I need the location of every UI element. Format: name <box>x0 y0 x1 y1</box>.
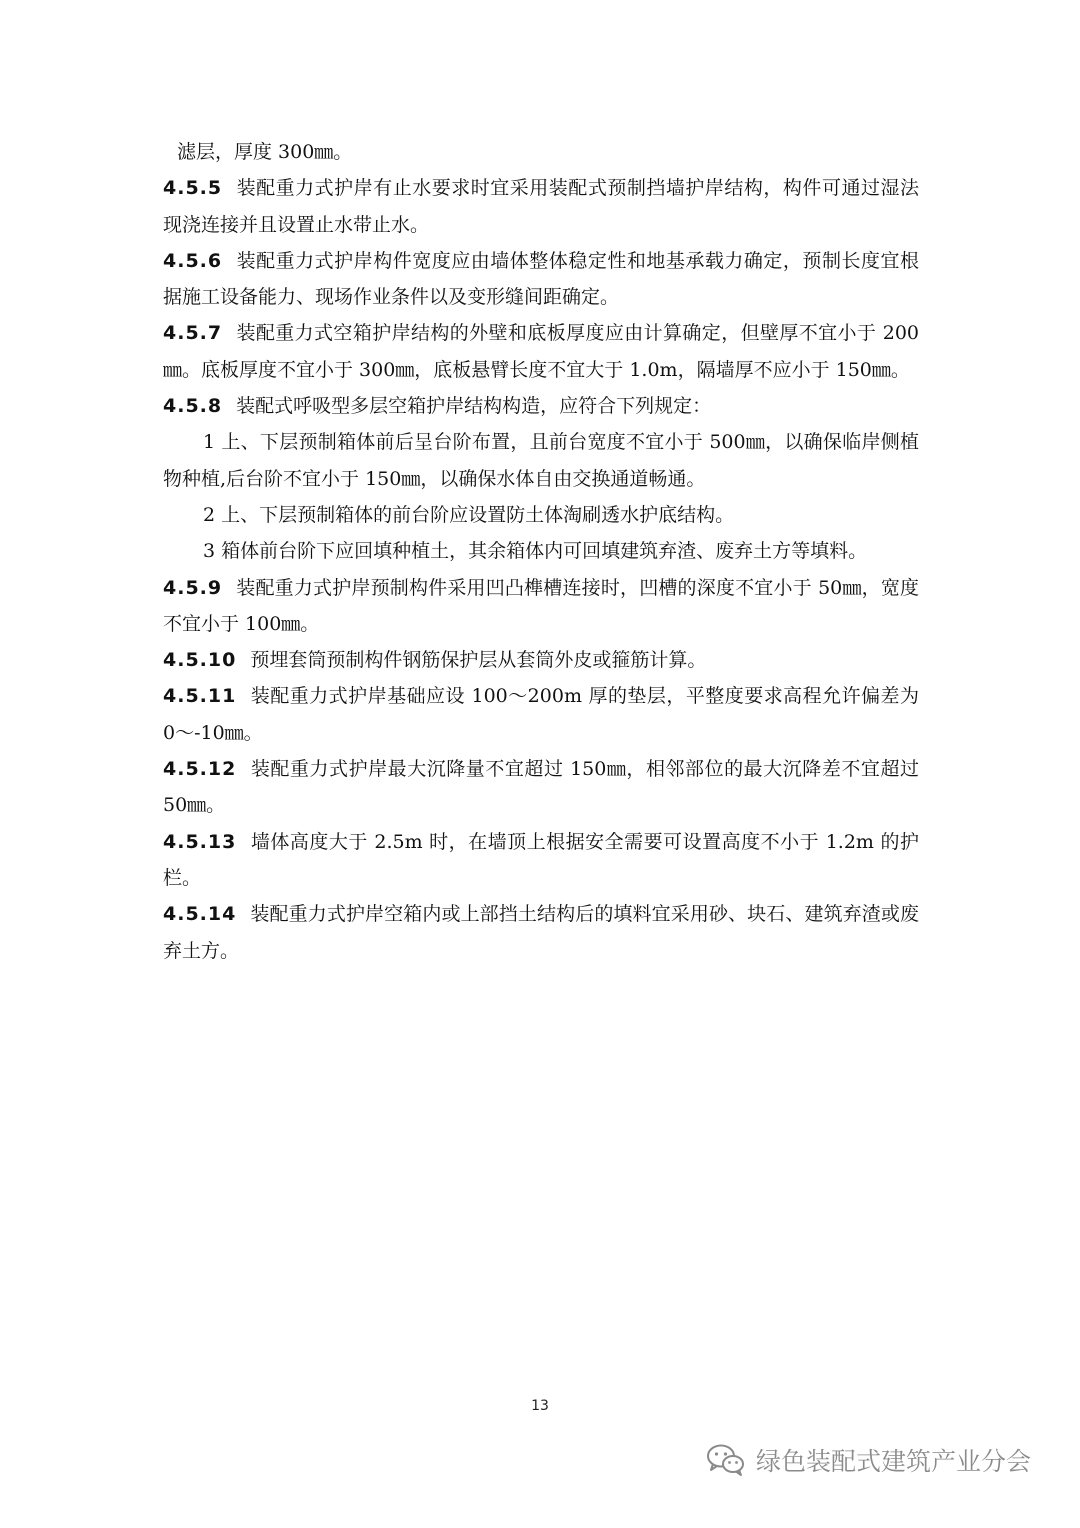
watermark-text: 绿色装配式建筑产业分会 <box>756 1447 1032 1476</box>
clause-4-5-8 <box>163 388 919 424</box>
clause-number: 4.5.10 <box>163 649 237 672</box>
clause-number: 4.5.11 <box>163 685 237 708</box>
clause-text: 装配式呼吸型多层空箱护岸结构构造，应符合下列规定： <box>236 395 712 418</box>
clause-number: 4.5.12 <box>163 758 237 781</box>
clause-text: 装配重力式空箱护岸结构的外壁和底板厚度应由计算确定，但壁厚不宜小于 200㎜。底板厚度不宜小于 300㎜，底板悬臂长度不宜大于 1.0m，隔墙厚不应小于 150㎜。 <box>163 322 919 381</box>
clause-text: 装配重力式护岸预制构件采用凹凸榫槽连接时，凹槽的深度不宜小于 50㎜，宽度不宜小于 100㎜。 <box>163 576 919 635</box>
clause-4-5-13 <box>163 824 919 897</box>
clause-4-5-8-item-3: 3 箱体前台阶下应回填种植土，其余箱体内可回填建筑弃渣、废弃土方等填料。 <box>203 540 868 563</box>
clause-text: 装配重力式护岸基础应设 100～200m 厚的垫层，平整度要求高程允许偏差为 0～-10㎜。 <box>163 685 919 744</box>
clause-number: 4.5.14 <box>163 903 237 926</box>
clause-text: 预埋套筒预制构件钢筋保护层从套筒外皮或箍筋计算。 <box>250 649 707 672</box>
clause-number: 4.5.5 <box>163 177 223 200</box>
clause-number: 4.5.8 <box>163 395 223 418</box>
clause-text: 装配重力式护岸空箱内或上部挡土结构后的填料宜采用砂、块石、建筑弃渣或废弃土方。 <box>163 903 919 962</box>
clause-4-5-10 <box>163 642 919 678</box>
clause-4-5-6 <box>163 243 919 316</box>
clause-4-5-11 <box>163 678 919 751</box>
clause-4-5-5 <box>163 170 919 243</box>
clause-text: 装配重力式护岸构件宽度应由墙体整体稳定性和地基承载力确定，预制长度宜根据施工设备能力、现场作业条件以及变形缝间距确定。 <box>163 249 919 309</box>
clause-number: 4.5.9 <box>163 576 223 599</box>
clause-number: 4.5.6 <box>163 249 223 272</box>
clause-text: 装配重力式护岸最大沉降量不宜超过 150㎜，相邻部位的最大沉降差不宜超过 50㎜。 <box>163 758 919 817</box>
clause-4-5-8-item-2: 2 上、下层预制箱体的前台阶应设置防土体淘刷透水护底结构。 <box>203 503 735 526</box>
document-body <box>163 134 919 969</box>
page-number: 13 <box>531 1398 549 1414</box>
clause-4-5-9 <box>163 570 919 643</box>
paragraph-0: 滤层，厚度 300㎜。 <box>177 141 353 163</box>
clause-text: 墙体高度大于 2.5m 时，在墙顶上根据安全需要可设置高度不小于 1.2m 的护栏。 <box>163 830 919 889</box>
clause-text: 装配重力式护岸有止水要求时宜采用装配式预制挡墙护岸结构，构件可通过湿法现浇连接并且设置止水带止水。 <box>163 177 919 236</box>
clause-number: 4.5.13 <box>163 830 237 853</box>
clause-number: 4.5.7 <box>163 322 223 345</box>
clause-4-5-7 <box>163 315 919 388</box>
watermark <box>706 1440 1031 1480</box>
clause-4-5-8-item-1: 1 上、下层预制箱体前后呈台阶布置，且前台宽度不宜小于 500㎜，以确保临岸侧植物种植,后台阶不宜小于 150㎜，以确保水体自由交换通道畅通。 <box>163 431 919 490</box>
wechat-icon <box>706 1443 746 1477</box>
clause-4-5-14 <box>163 896 919 969</box>
clause-4-5-12 <box>163 751 919 824</box>
